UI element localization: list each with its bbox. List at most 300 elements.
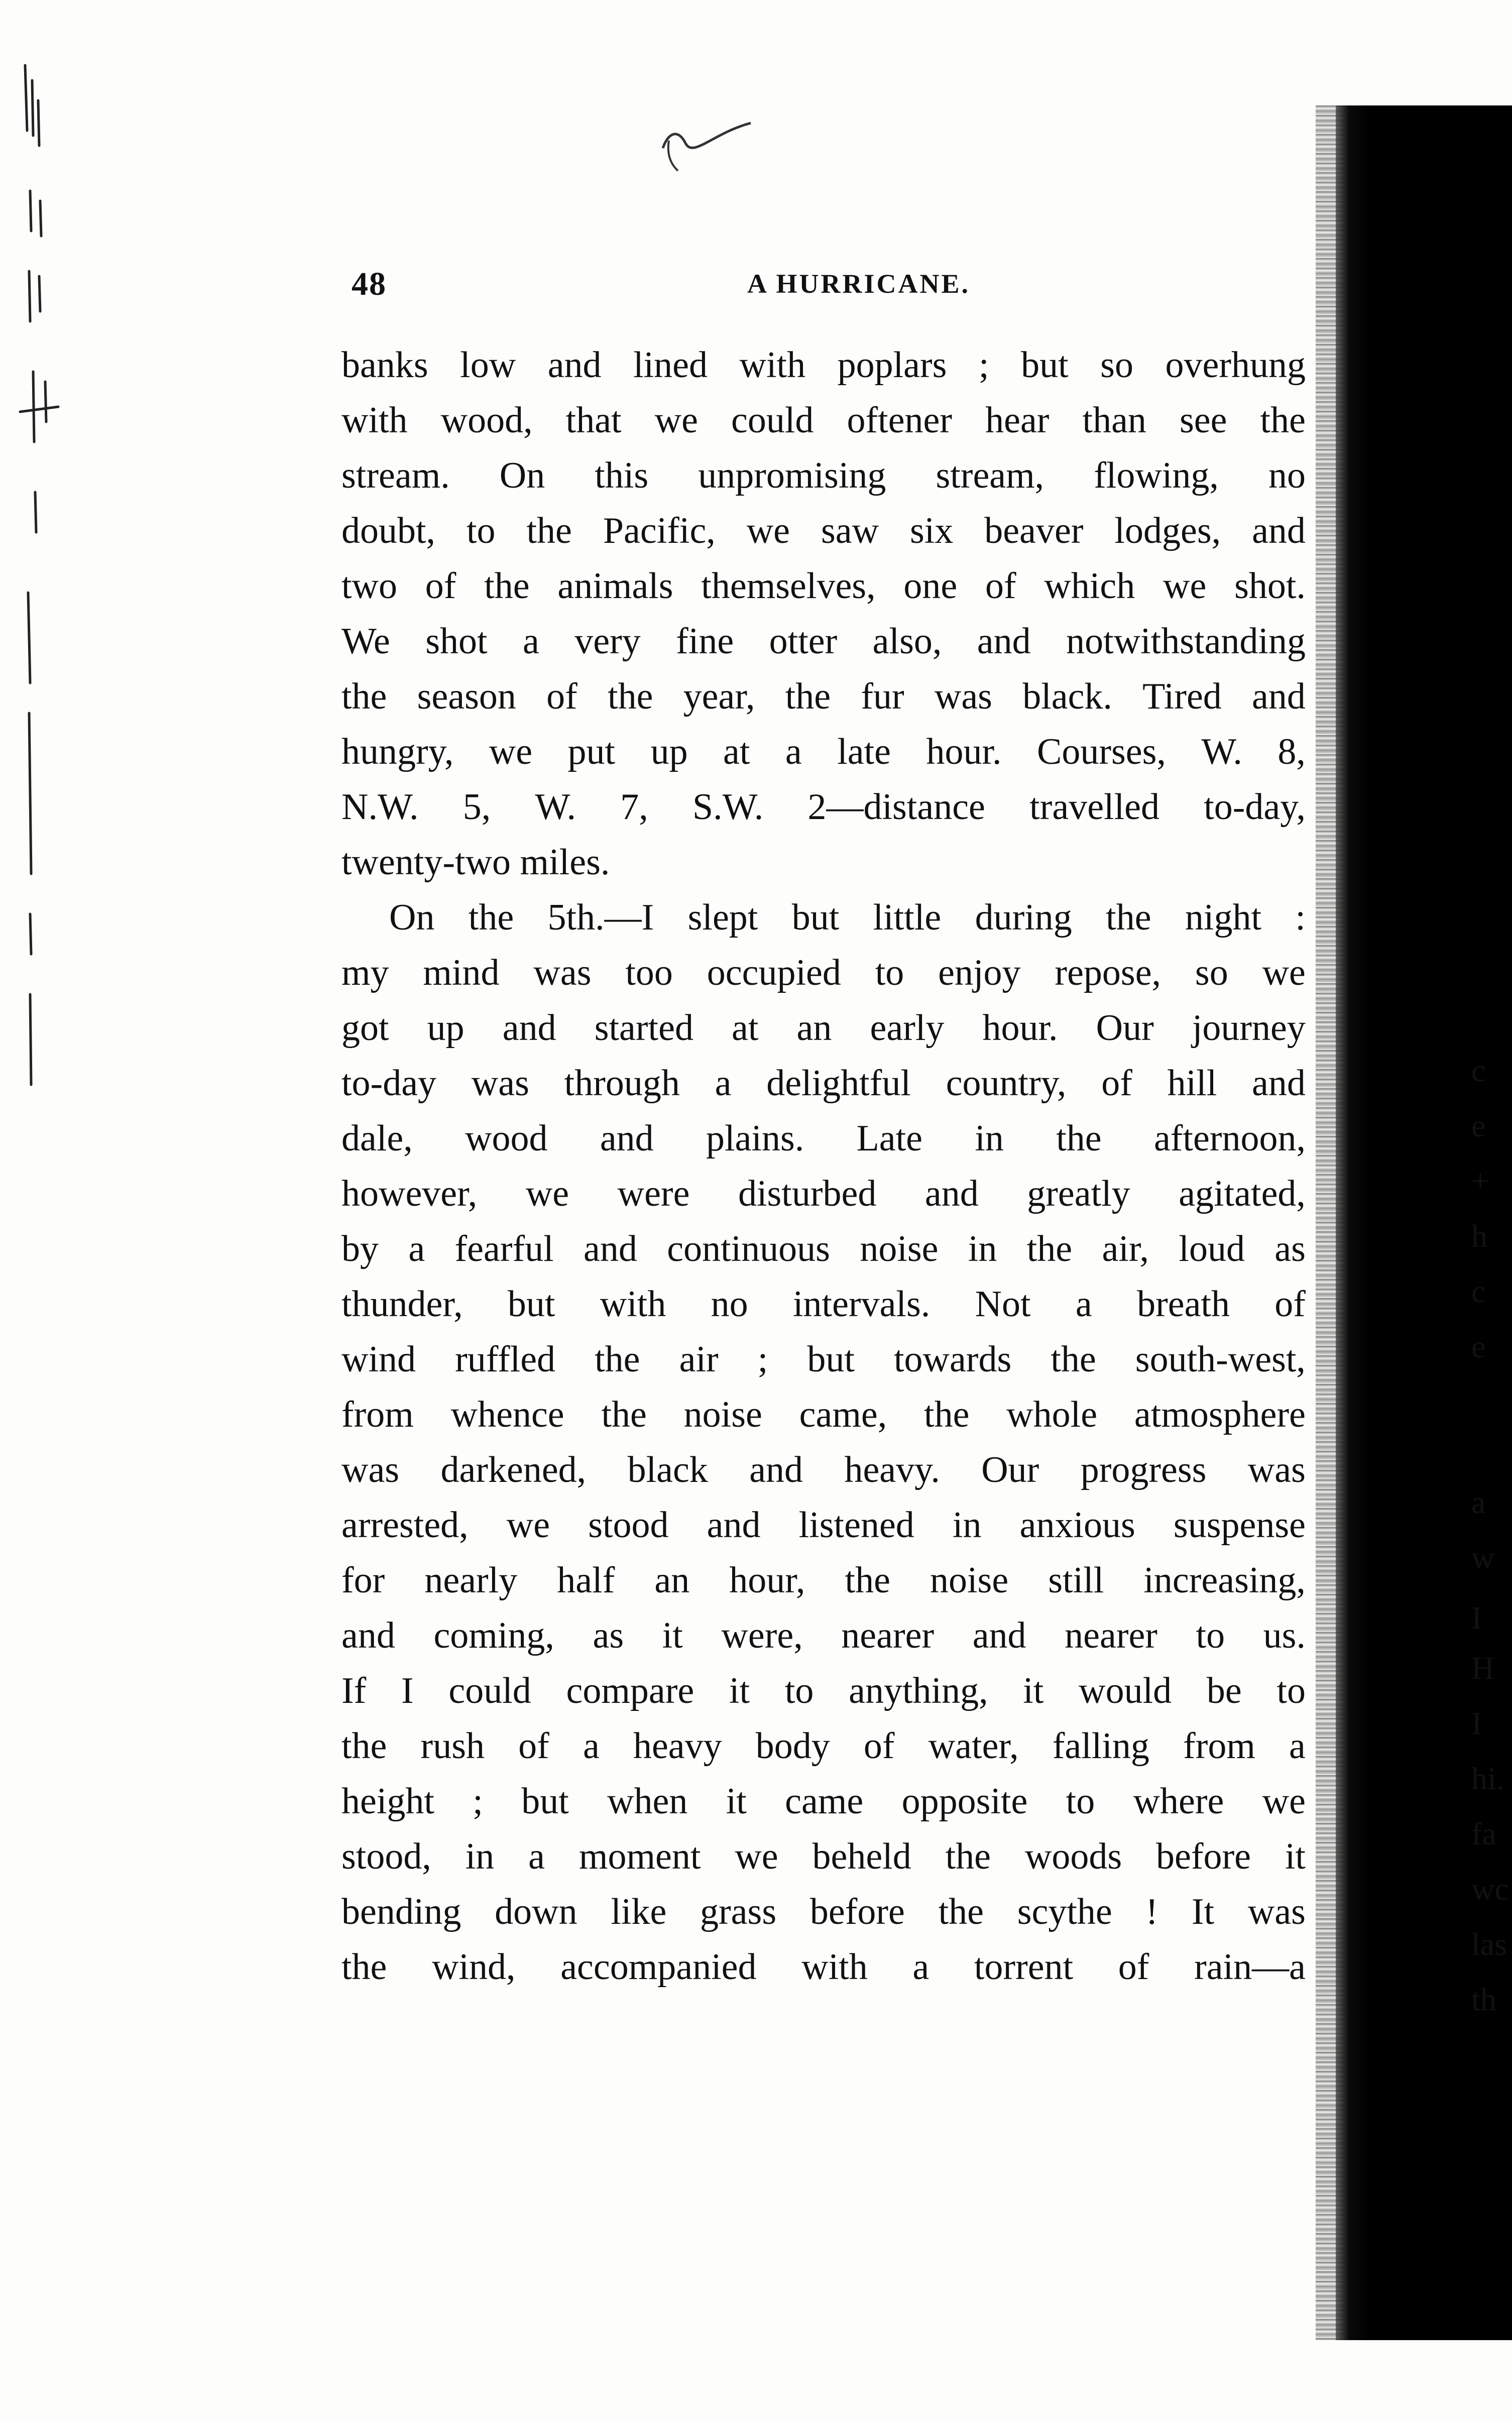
word: could [731, 400, 814, 441]
word: scythe [1017, 1891, 1112, 1932]
word: towards [893, 1339, 1012, 1380]
word: and [707, 1505, 761, 1546]
word: a [715, 1063, 732, 1104]
word: We [341, 621, 390, 662]
word: little [873, 897, 942, 938]
word: noise [860, 1228, 939, 1270]
word: it [1285, 1836, 1306, 1877]
word: but [791, 897, 840, 938]
word: the [1056, 1118, 1102, 1159]
word: came [785, 1781, 864, 1822]
word: a [785, 731, 802, 772]
word: hour, [729, 1560, 805, 1601]
text-line [341, 558, 1306, 614]
word: we [746, 510, 790, 551]
word: we [1262, 952, 1306, 993]
word: It [1191, 1891, 1215, 1932]
word: delightful [766, 1063, 911, 1104]
text-line [341, 1277, 1306, 1332]
word: and [972, 1615, 1026, 1656]
word: falling [1052, 1725, 1149, 1767]
word: the [595, 1339, 640, 1380]
word: beheld [812, 1836, 911, 1877]
word: wood [465, 1118, 548, 1159]
text-line [341, 1221, 1306, 1277]
word: the [526, 510, 572, 551]
word: ; [979, 344, 989, 386]
word: early [870, 1007, 945, 1049]
facing-page-fragment: a [1471, 1484, 1486, 1520]
text-line [341, 835, 1306, 890]
text-line [341, 1553, 1306, 1608]
word: we [1262, 1781, 1306, 1822]
facing-page-fragment: c [1471, 1274, 1486, 1309]
word: we [489, 731, 533, 772]
word: season [417, 676, 516, 717]
word: in [465, 1836, 495, 1877]
word: we [525, 1173, 569, 1214]
running-header [352, 265, 1296, 310]
word: oftener [847, 400, 953, 441]
word: came, [799, 1394, 887, 1435]
word: however, [341, 1173, 478, 1214]
word: fine [676, 621, 734, 662]
word: Tired [1142, 676, 1222, 717]
word: a [408, 1228, 425, 1270]
facing-page-fragment: e [1471, 1108, 1486, 1143]
word: and [600, 1118, 654, 1159]
word: hill [1167, 1063, 1217, 1104]
word: a [583, 1725, 600, 1767]
text-line [341, 890, 1306, 945]
word: like [611, 1891, 667, 1932]
word: down [495, 1891, 577, 1932]
word: with [600, 1284, 666, 1325]
word: body [755, 1725, 830, 1767]
word: six [910, 510, 954, 551]
word: of [1118, 1946, 1149, 1988]
word: 2—distance [807, 786, 985, 828]
word: at [723, 731, 750, 772]
word: so [1195, 952, 1228, 993]
word: the [945, 1836, 991, 1877]
word: hear [985, 400, 1050, 441]
word: 8, [1277, 731, 1306, 772]
word: it [662, 1615, 683, 1656]
facing-page-fragments [1471, 1055, 1512, 2260]
word: stream, [936, 455, 1044, 496]
word: to-day, [1204, 786, 1306, 828]
word: black. [1022, 676, 1112, 717]
word: mind [423, 952, 500, 993]
word: a [528, 1836, 545, 1877]
word: W. [535, 786, 576, 828]
word: air, [1102, 1228, 1149, 1270]
word: twenty-two [341, 842, 511, 883]
word: progress [1080, 1449, 1207, 1490]
word: a [522, 621, 539, 662]
word: stood [588, 1505, 669, 1546]
word: journey [1192, 1007, 1306, 1049]
text-line [341, 337, 1306, 393]
body-text [341, 337, 1306, 1995]
word: be [1206, 1670, 1242, 1711]
word: S.W. [692, 786, 764, 828]
word: banks [341, 344, 428, 386]
word: ruffled [455, 1339, 556, 1380]
word: before [809, 1891, 905, 1932]
word: otter [769, 621, 838, 662]
word: a [1075, 1284, 1092, 1325]
word: plains. [706, 1118, 804, 1159]
margin-scan-marks [10, 60, 70, 1115]
word: wind [341, 1339, 416, 1380]
facing-page-fragment: th [1471, 1982, 1496, 2017]
word: thunder, [341, 1284, 463, 1325]
word: country, [946, 1063, 1067, 1104]
text-line [341, 779, 1306, 835]
word: rush [420, 1725, 485, 1767]
word: fearful [454, 1228, 554, 1270]
word: the [1026, 1228, 1073, 1270]
word: atmosphere [1134, 1394, 1306, 1435]
word: the [924, 1394, 970, 1435]
word: was [471, 1063, 529, 1104]
word: was [341, 1449, 400, 1490]
word: anxious [1019, 1505, 1135, 1546]
word: from [341, 1394, 414, 1435]
word: as [1274, 1228, 1306, 1270]
word: no [1268, 455, 1306, 496]
word: disturbed [738, 1173, 877, 1214]
word: : [1295, 897, 1306, 938]
word: nearly [424, 1560, 518, 1601]
facing-page-fragment: + [1471, 1163, 1490, 1199]
text-line [341, 1056, 1306, 1111]
word: through [564, 1063, 680, 1104]
facing-page-fragment: hi. [1471, 1761, 1504, 1796]
word: and [1252, 510, 1306, 551]
word: this [595, 455, 649, 496]
word: woods [1024, 1836, 1122, 1877]
word: and [749, 1449, 803, 1490]
word: but [807, 1339, 855, 1380]
word: up [427, 1007, 464, 1049]
word: shot. [1234, 565, 1306, 607]
word: the [341, 676, 387, 717]
word: slept [687, 897, 758, 938]
word: coming, [433, 1615, 554, 1656]
word: dale, [341, 1118, 413, 1159]
text-line [341, 503, 1306, 558]
word: opposite [901, 1781, 1028, 1822]
word: very [574, 621, 641, 662]
word: 7, [620, 786, 648, 828]
word: see [1179, 400, 1227, 441]
word: the [1106, 897, 1151, 938]
word: started [594, 1007, 693, 1049]
word: to [875, 952, 904, 993]
word: of [1101, 1063, 1132, 1104]
text-line [341, 1718, 1306, 1774]
word: where [1133, 1781, 1224, 1822]
word: nearer [1065, 1615, 1157, 1656]
word: the [341, 1725, 387, 1767]
word: Our [1096, 1007, 1154, 1049]
word: was [934, 676, 992, 717]
word: a [1289, 1725, 1306, 1767]
text-line [341, 1111, 1306, 1166]
word: height [341, 1781, 434, 1822]
word: stood, [341, 1836, 431, 1877]
word: an [654, 1560, 690, 1601]
word: in [952, 1505, 982, 1546]
word: low [460, 344, 516, 386]
word: travelled [1029, 786, 1159, 828]
word: continuous [667, 1228, 830, 1270]
word: us. [1263, 1615, 1306, 1656]
text-line [341, 1939, 1306, 1995]
word: an [796, 1007, 832, 1049]
word: it [1023, 1670, 1044, 1711]
text-line [341, 1442, 1306, 1497]
facing-page-fragment: c [1471, 1053, 1486, 1088]
word: miles. [520, 842, 610, 883]
word: of [1274, 1284, 1306, 1325]
text-line [341, 1884, 1306, 1939]
word: water, [928, 1725, 1019, 1767]
word: overhung [1165, 344, 1306, 386]
word: and [547, 344, 602, 386]
facing-page-fragment: I [1471, 1705, 1482, 1741]
word: night [1185, 897, 1262, 938]
text-line [341, 1497, 1306, 1553]
word: Not [975, 1284, 1031, 1325]
word: arrested, [341, 1505, 469, 1546]
facing-page-fragment: h [1471, 1218, 1487, 1254]
word: the [468, 897, 514, 938]
word: for [341, 1560, 385, 1601]
word: up [650, 731, 688, 772]
word: On [389, 897, 435, 938]
word: were [617, 1173, 690, 1214]
word: rain—a [1194, 1946, 1306, 1988]
word: to-day [341, 1063, 437, 1104]
word: If [341, 1670, 367, 1711]
word: we [1163, 565, 1207, 607]
word: On [499, 455, 545, 496]
facing-page-fragment: w [1471, 1540, 1495, 1575]
word: when [607, 1781, 688, 1822]
word: loud [1179, 1228, 1245, 1270]
word: lodges, [1114, 510, 1221, 551]
word: at [732, 1007, 759, 1049]
word: greatly [1027, 1173, 1130, 1214]
word: with [341, 400, 408, 441]
word: repose, [1055, 952, 1161, 993]
word: half [557, 1560, 615, 1601]
word: anything, [849, 1670, 988, 1711]
word: enjoy [938, 952, 1021, 993]
word: moment [578, 1836, 701, 1877]
text-line [341, 393, 1306, 448]
word: I [401, 1670, 414, 1711]
word: increasing, [1143, 1560, 1306, 1601]
word: to [1196, 1615, 1225, 1656]
word: was [533, 952, 592, 993]
word: got [341, 1007, 389, 1049]
word: Our [981, 1449, 1039, 1490]
word: two [341, 565, 397, 607]
facing-page-fragment: wc [1471, 1871, 1509, 1907]
word: poplars [837, 344, 947, 386]
word: whence [450, 1394, 564, 1435]
facing-page-fragment: las [1471, 1926, 1507, 1962]
word: would [1079, 1670, 1172, 1711]
word: still [1048, 1560, 1104, 1601]
word: saw [821, 510, 879, 551]
word: nearer [841, 1615, 935, 1656]
word: Courses, [1036, 731, 1166, 772]
word: with [739, 344, 806, 386]
text-line [341, 1608, 1306, 1663]
page-number: 48 [352, 266, 387, 302]
word: to [1066, 1781, 1095, 1822]
word: stream. [341, 455, 450, 496]
word: noise [683, 1394, 762, 1435]
word: of [518, 1725, 549, 1767]
text-line [341, 1387, 1306, 1442]
word: hour. [926, 731, 1002, 772]
word: also, [872, 621, 942, 662]
word: Late [856, 1118, 923, 1159]
word: themselves, [701, 565, 876, 607]
word: darkened, [440, 1449, 587, 1490]
word: lined [633, 344, 708, 386]
word: agitated, [1179, 1173, 1306, 1214]
word: to [1276, 1670, 1306, 1711]
text-line [341, 945, 1306, 1000]
word: as [593, 1615, 624, 1656]
word: year, [683, 676, 755, 717]
word: one [903, 565, 958, 607]
word: could [448, 1670, 531, 1711]
word: N.W. [341, 786, 419, 828]
word: and [584, 1228, 637, 1270]
word: the [845, 1560, 890, 1601]
word: late [837, 731, 891, 772]
word: it [729, 1670, 750, 1711]
word: suspense [1173, 1505, 1306, 1546]
word: we [506, 1505, 550, 1546]
word: before [1156, 1836, 1251, 1877]
word: flowing, [1094, 455, 1219, 496]
word: wind, [432, 1946, 516, 1988]
word: of [546, 676, 577, 717]
word: but [1021, 344, 1069, 386]
word: south-west, [1135, 1339, 1306, 1380]
word: shot [425, 621, 488, 662]
facing-page-fragment: H [1471, 1650, 1495, 1686]
text-line [341, 1774, 1306, 1829]
word: ; [473, 1781, 483, 1822]
word: ! [1145, 1891, 1158, 1932]
word: of [985, 565, 1016, 607]
word: the [1051, 1339, 1096, 1380]
word: and [502, 1007, 556, 1049]
word: compare [566, 1670, 694, 1711]
word: from [1183, 1725, 1255, 1767]
facing-page-fragment: e [1471, 1329, 1486, 1364]
word: and [977, 621, 1031, 662]
text-line [341, 1000, 1306, 1056]
word: the [608, 676, 653, 717]
word: the [785, 676, 831, 717]
word: noise [929, 1560, 1009, 1601]
word: 5, [462, 786, 491, 828]
word: heavy [633, 1725, 722, 1767]
word: during [975, 897, 1072, 938]
word: by [341, 1228, 379, 1270]
word: was [1247, 1449, 1306, 1490]
word: accompanied [560, 1946, 757, 1988]
text-line [341, 669, 1306, 724]
word: than [1082, 400, 1146, 441]
word: the [341, 1946, 387, 1988]
word: and [1252, 1063, 1306, 1104]
word: no [711, 1284, 748, 1325]
word: listened [798, 1505, 914, 1546]
text-line [341, 1663, 1306, 1718]
facing-page-fragment: fa [1471, 1816, 1496, 1852]
word: which [1044, 565, 1135, 607]
running-title: A HURRICANE. [747, 269, 971, 299]
word: intervals. [792, 1284, 931, 1325]
word: heavy. [844, 1449, 940, 1490]
word: too [625, 952, 673, 993]
word: and [1252, 676, 1306, 717]
word: to [784, 1670, 814, 1711]
word: was [1247, 1891, 1306, 1932]
text-line [341, 1829, 1306, 1884]
word: the [601, 1394, 647, 1435]
word: a [912, 1946, 929, 1988]
word: grass [700, 1891, 777, 1932]
word: hungry, [341, 731, 454, 772]
word: doubt, [341, 510, 436, 551]
word: air [679, 1339, 719, 1380]
word: torrent [974, 1946, 1074, 1988]
word: black [627, 1449, 708, 1490]
word: the [938, 1891, 984, 1932]
text-line [341, 1166, 1306, 1221]
word: Pacific, [603, 510, 716, 551]
word: hour. [982, 1007, 1058, 1049]
word: whole [1006, 1394, 1098, 1435]
word: in [975, 1118, 1004, 1159]
word: but [521, 1781, 569, 1822]
word: we [735, 1836, 778, 1877]
facing-page-fragment: I [1471, 1600, 1482, 1636]
word: with [801, 1946, 868, 1988]
text-line [341, 1332, 1306, 1387]
word: were, [721, 1615, 803, 1656]
word: of [863, 1725, 895, 1767]
word: unpromising [698, 455, 886, 496]
word: put [567, 731, 616, 772]
word: afternoon, [1153, 1118, 1306, 1159]
word: but [507, 1284, 555, 1325]
